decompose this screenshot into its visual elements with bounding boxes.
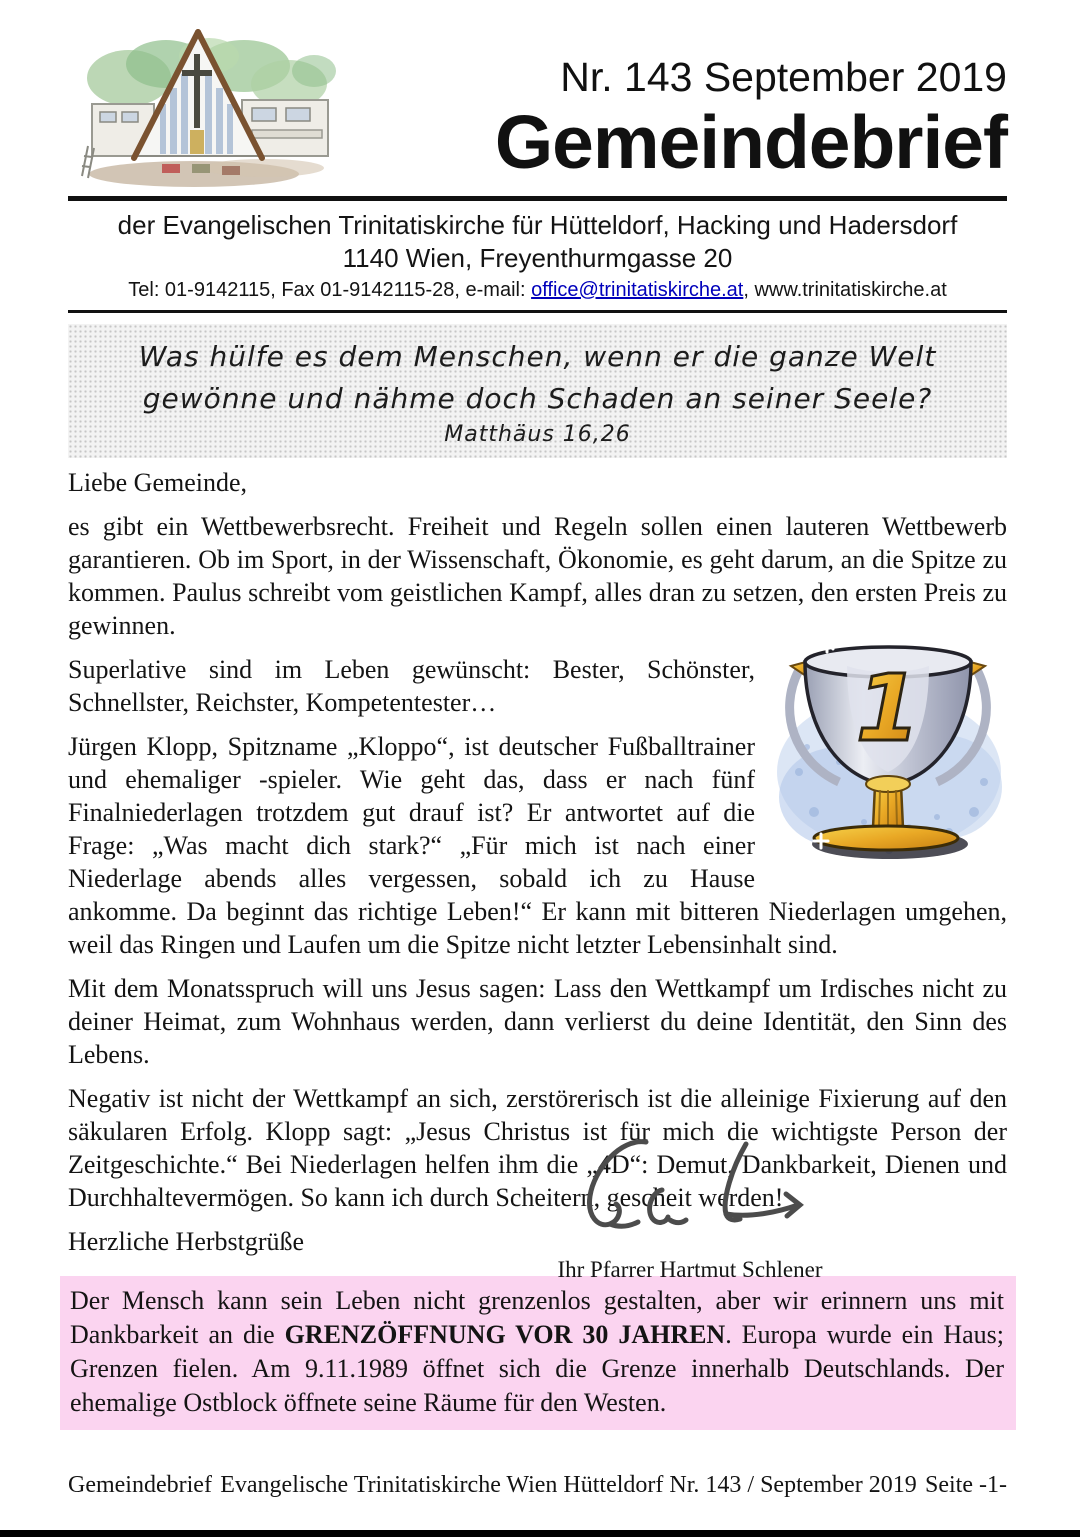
- address-line: 1140 Wien, Freyenthurmgasse 20: [342, 243, 733, 273]
- contact-separator: ,: [743, 279, 755, 301]
- paragraph-klopp: Jürgen Klopp, Spitzname „Kloppo“, ist deutscher Fußballtrainer und ehemaliger -spieler. Wie geht das, dass er nach fünf Finalniederlagen trotzdem gut drauf ist? Er antwortet auf die Frage: „Was macht dich stark?“ „Für mich ist nach einer Niederlage abends alles vergessen, sobald ich zu Hause ankomme. Da beginnt das richtige Leben!“ Er kann mit bitteren Niederlagen umgehen, weil das Ringen und Laufen um die Spitze nicht letzter Lebensinhalt sind.: [68, 732, 1007, 959]
- issue-number: Nr. 143 September 2019: [560, 54, 1007, 100]
- trophy-illustration-icon: [769, 636, 1007, 884]
- church-name-line: der Evangelischen Trinitatiskirche für Hütteldorf, Hacking und Hadersdorf: [117, 210, 958, 240]
- paragraph-negativ: Negativ ist nicht der Wettkampf an sich, zerstörerisch ist die alleinige Fixierung auf den säkularen Erfolg. Klopp sagt: „Jesus Christus ist für mich die wichtigste Person der Zeitgeschichte.“ Bei Niederlagen helfen ihm die „4D“: Demut, Dankbarkeit, Dienen und Durchhaltevermögen. So kann ich durch Scheitern, gescheit werden!: [68, 1084, 1007, 1212]
- scan-edge-bar: [0, 1530, 1080, 1537]
- verse-text: Was hülfe es dem Menschen, wenn er die ganze Welt gewönne und nähme doch Schaden an seiner Seele?: [138, 340, 937, 415]
- letter-body: [68, 466, 1007, 1258]
- footer-left: Gemeindebrief: [68, 1472, 212, 1498]
- paragraph-superlatives: Superlative sind im Leben gewünscht: Bester, Schönster, Schnellster, Reichster, Kompetentester…: [68, 655, 755, 717]
- email-link[interactable]: office@trinitatiskirche.at: [531, 279, 744, 301]
- highlight-text-end: . Europa wurde ein Haus; Grenzen fielen. Am 9.11.1989 öffnet sich die Grenze innerhalb Deutschlands. Der ehemalige Ostblock öffnete seine Räume für den Westen.: [70, 1320, 1005, 1417]
- contact-divider: [68, 310, 1007, 313]
- handwritten-signature-icon: [550, 1128, 830, 1250]
- newsletter-title: Gemeindebrief: [494, 100, 1007, 184]
- masthead: [68, 0, 1007, 190]
- signature-caption: Ihr Pfarrer Hartmut Schlener: [557, 1257, 823, 1282]
- monthly-verse-box: [68, 324, 1007, 458]
- footer-center: Evangelische Trinitatiskirche Wien Hütteldorf Nr. 143 / September 2019: [220, 1472, 917, 1498]
- closing-line: Herzliche Herbstgrüße: [68, 1227, 305, 1256]
- contact-line: [68, 278, 1007, 302]
- church-illustration-icon: [74, 26, 342, 190]
- paragraph-monatsspruch: Mit dem Monatsspruch will uns Jesus sagen: Lass den Wettkampf um Irdisches nicht zu deiner Heimat, zum Wohnhaus werden, dann verlierst du deine Identität, den Sinn des Lebens.: [68, 974, 1007, 1069]
- contact-phone-fax: Tel: 01-9142115, Fax 01-9142115-28, e-mail:: [128, 279, 532, 301]
- paragraph-competition: es gibt ein Wettbewerbsrecht. Freiheit und Regeln sollen einen lauteren Wettbewerb garantieren. Ob im Sport, in der Wissenschaft, Ökonomie, es geht darum, an die Spitze zu kommen. Paulus schreibt vom geistlichen Kampf, alles dran zu setzen, den ersten Preis zu gewinnen.: [68, 512, 1007, 640]
- svg-text:1: 1: [855, 655, 921, 762]
- website-text: www.trinitatiskirche.at: [754, 279, 947, 301]
- footer-right: Seite -1-: [925, 1472, 1007, 1498]
- highlight-bold-text: GRENZÖFFNUNG VOR 30 JAHREN: [284, 1320, 726, 1349]
- salutation: Liebe Gemeinde,: [68, 468, 248, 497]
- border-opening-highlight: [60, 1276, 1016, 1430]
- header-divider: [68, 196, 1007, 201]
- verse-reference: Matthäus 16,26: [444, 422, 631, 447]
- page-footer: [68, 1472, 1007, 1499]
- signature-block: [540, 1128, 840, 1283]
- highlight-text-start: Der Mensch kann sein Leben nicht grenzenlos gestalten, aber wir erinnern uns mit Dankbarkeit an die: [70, 1286, 1004, 1349]
